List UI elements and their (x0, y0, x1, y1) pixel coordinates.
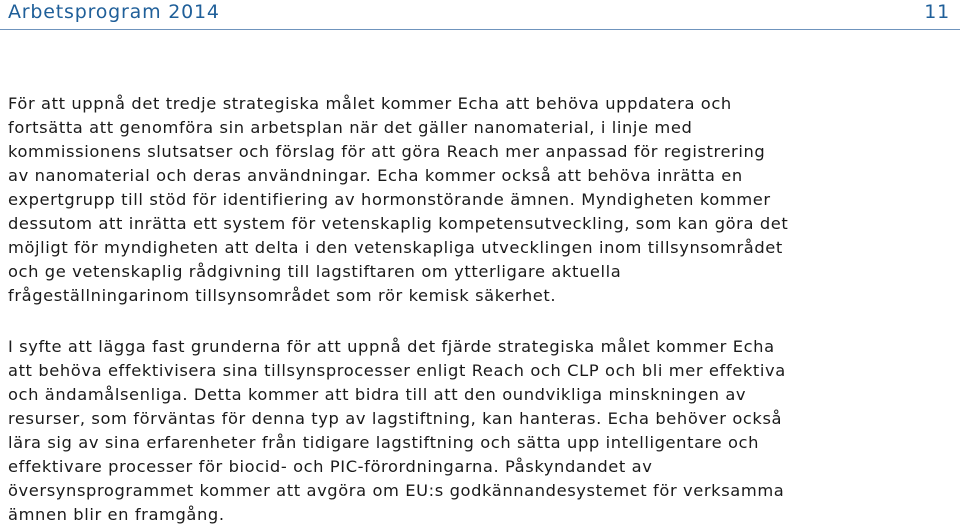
page-number: 11 (924, 1, 950, 23)
page-header (0, 0, 960, 30)
body-paragraph-1: För att uppnå det tredje strategiska målet kommer Echa att behöva uppdatera och fortsätta att genomföra sin arbetsplan när det gäller nanomaterial, i linje med kommissionens slutsatser och förslag för att göra Reach mer anpassad för registrering av nanomaterial och deras användningar. Echa kommer också att behöva inrätta en expertgrupp till stöd för identifiering av hormonstörande ämnen. Myndigheten kommer dessutom att inrätta ett system för vetenskaplig kompetensutveckling, som kan göra det möjligt för myndigheten att delta i den vetenskapliga utvecklingen inom tillsynsområdet och ge vetenskaplig rådgivning till lagstiftaren om ytterligare aktuella frågeställningarinom tillsynsområdet som rör kemisk säkerhet. (8, 94, 789, 305)
header-divider (0, 29, 960, 30)
body-paragraph-2: I syfte att lägga fast grunderna för att uppnå det fjärde strategiska målet kommer Echa att behöva effektivisera sina tillsynsprocesser enligt Reach och CLP och bli mer effektiva och ändamålsenliga. Detta kommer att bidra till att den oundvikliga minskningen av resurser, som förväntas för denna typ av lagstiftning, kan hanteras. Echa behöver också lära sig av sina erfarenheter från tidigare lagstiftning och sätta upp intelligentare och effektivare processer för biocid- och PIC-förordningarna. Påskyndandet av översynsprogrammet kommer att avgöra om EU:s godkännandesystemet för verksamma ämnen blir en framgång. (8, 337, 786, 524)
document-title: Arbetsprogram 2014 (8, 1, 220, 23)
